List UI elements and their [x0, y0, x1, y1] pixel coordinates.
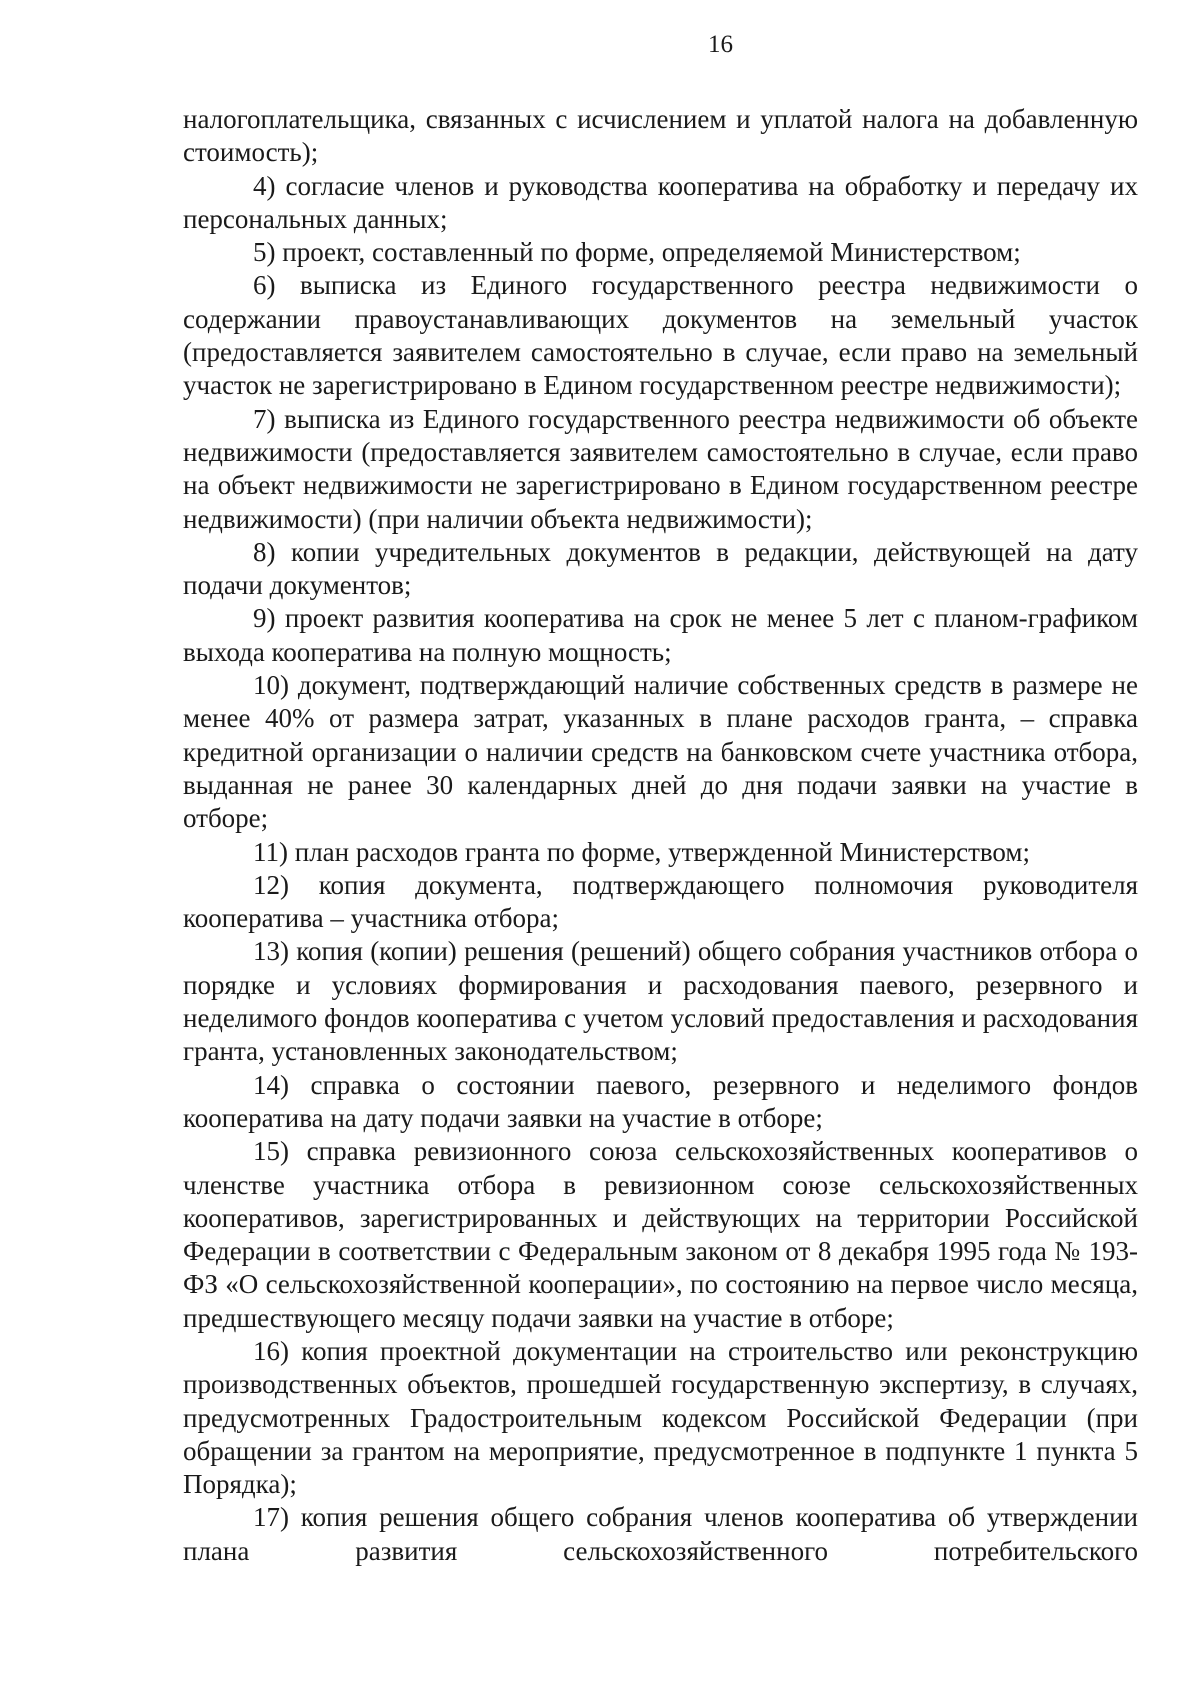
- page-number: 16: [708, 31, 733, 58]
- list-item-5: 5) проект, составленный по форме, определяемой Министерством;: [253, 237, 1021, 268]
- list-item-16: 16) копия проектной документации на строительство или реконструкцию производственных объектов, прошедшей государственную экспертизу, в случаях, предусмотренных Градостроительным кодексом Российской Федерации (при обращении за грантом на мероприятие, предусмотренное в подпункте 1 пункта 5 Порядка);: [183, 1335, 1138, 1500]
- list-item-6: 6) выписка из Единого государственного реестра недвижимости о содержании правоустанавливающих документов на земельный участок (предоставляется заявителем самостоятельно в случае, если право на земельный участок не зарегистрировано в Едином государственном реестре недвижимости);: [183, 270, 1138, 401]
- list-item-17: 17) копия решения общего собрания членов кооператива об утверждении плана развития сельскохозяйственного потребительского: [183, 1502, 1138, 1566]
- list-item-7: 7) выписка из Единого государственного реестра недвижимости об объекте недвижимости (предоставляется заявителем самостоятельно в случае, если право на объект недвижимости не зарегистрировано в Едином государственном реестре недвижимости) (при наличии объекта недвижимости);: [183, 403, 1138, 534]
- paragraph-continuation: налогоплательщика, связанных с исчислением и уплатой налога на добавленную стоимость);: [183, 104, 1138, 168]
- document-page: [183, 0, 1138, 1691]
- list-item-8: 8) копии учредительных документов в редакции, действующей на дату подачи документов;: [183, 536, 1138, 601]
- list-item-13: 13) копия (копии) решения (решений) общего собрания участников отбора о порядке и условиях формирования и расходования паевого, резервного и неделимого фондов кооператива с учетом условий предоставления и расходования гранта, установленных законодательством;: [183, 936, 1138, 1067]
- list-item-12: 12) копия документа, подтверждающего полномочия руководителя кооператива – участника отбора;: [183, 869, 1138, 934]
- list-item-11: 11) план расходов гранта по форме, утвержденной Министерством;: [253, 836, 1031, 867]
- list-item-9: 9) проект развития кооператива на срок не менее 5 лет с планом-графиком выхода кооператива на полную мощность;: [183, 603, 1138, 667]
- list-item-14: 14) справка о состоянии паевого, резервного и неделимого фондов кооператива на дату подачи заявки на участие в отборе;: [183, 1069, 1138, 1133]
- document-body: [183, 103, 1138, 1568]
- list-item-10: 10) документ, подтверждающий наличие собственных средств в размере не менее 40% от размера затрат, указанных в плане расходов гранта, – справка кредитной организации о наличии средств на банковском счете участника отбора, выданная не ранее 30 календарных дней до дня подачи заявки на участие в отборе;: [183, 670, 1138, 834]
- list-item-15: 15) справка ревизионного союза сельскохозяйственных кооперативов о членстве участника отбора в ревизионном союзе сельскохозяйственных кооперативов, зарегистрированных и действующих на территории Российской Федерации в соответствии с Федеральным законом от 8 декабря 1995 года № 193-ФЗ «О сельскохозяйственной кооперации», по состоянию на первое число месяца, предшествующего месяцу подачи заявки на участие в отборе;: [183, 1136, 1138, 1333]
- list-item-4: 4) согласие членов и руководства кооператива на обработку и передачу их персональных данных;: [183, 170, 1138, 234]
